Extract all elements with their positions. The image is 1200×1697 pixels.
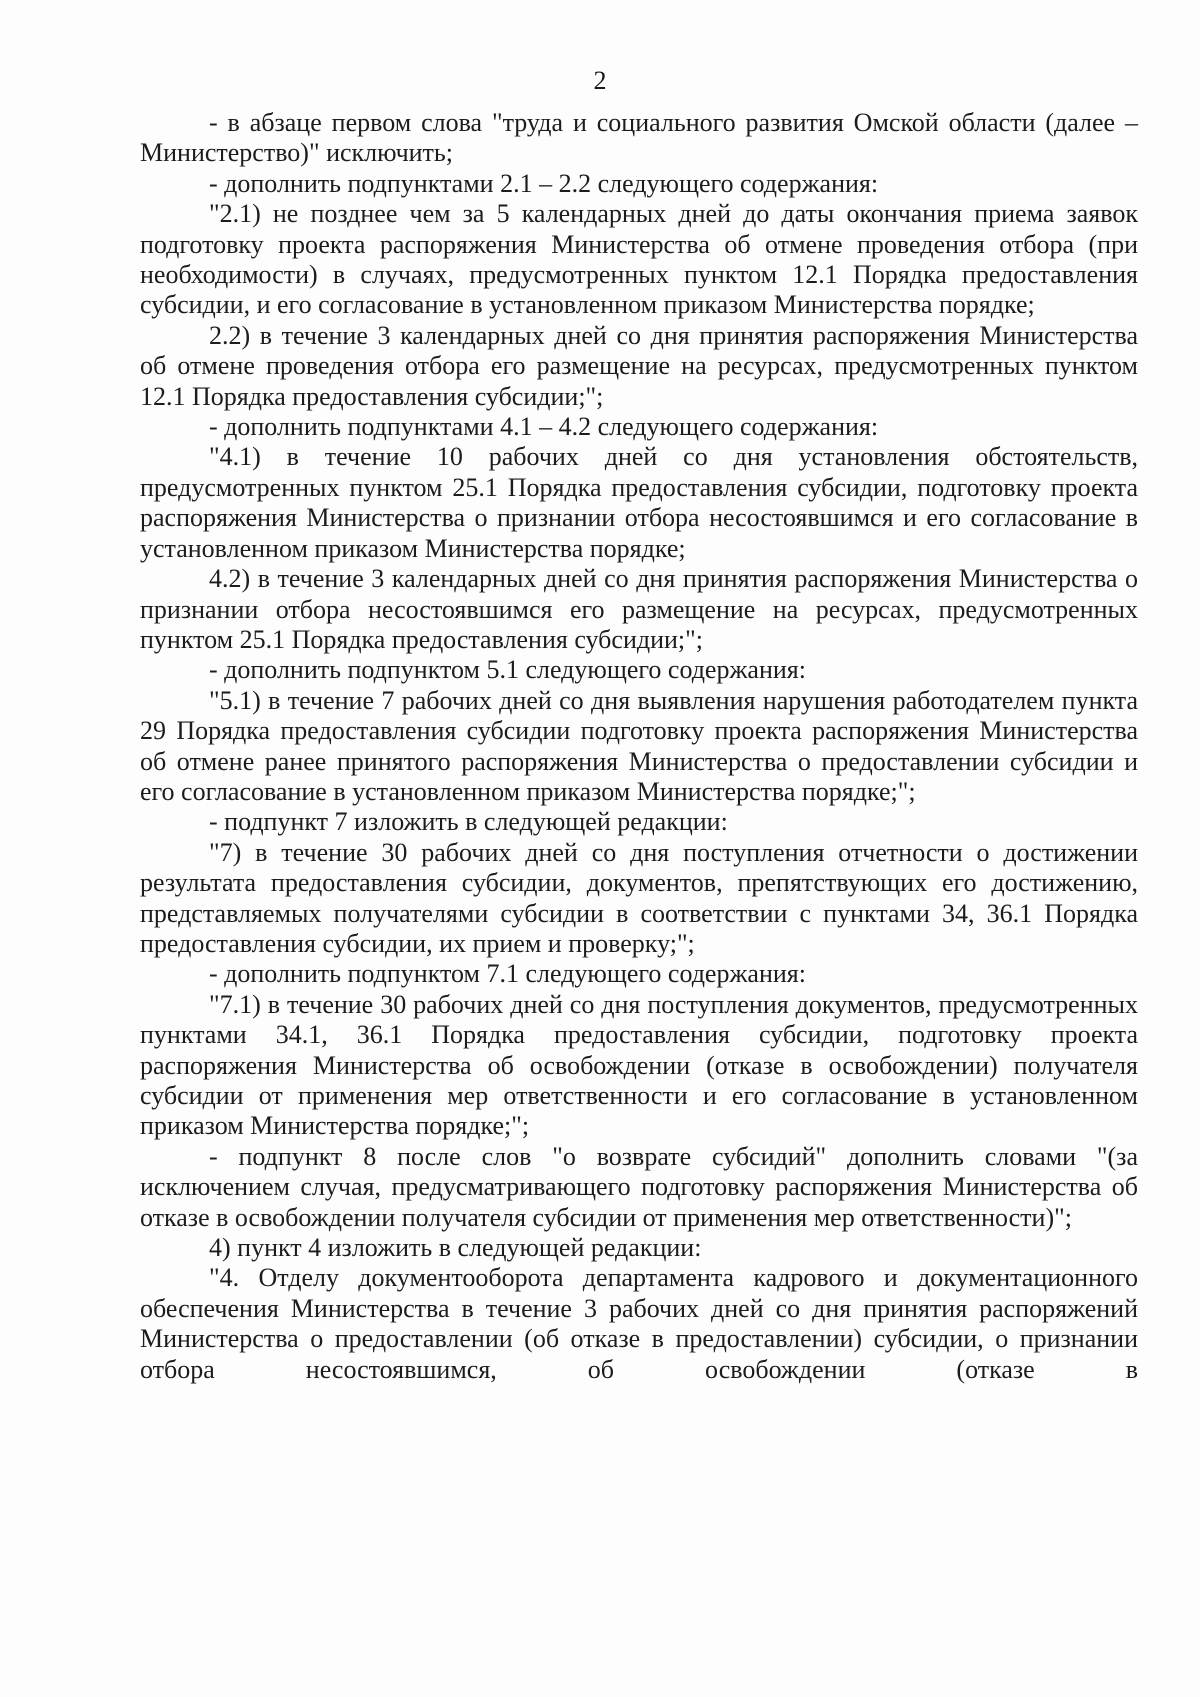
paragraph: "7.1) в течение 30 рабочих дней со дня поступления документов, предусмотренных пунктами 34.1, 36.1 Порядка предоставления субсидии, подготовку проекта распоряжения Министерства об освобождении (отказе в освобождении) получателя субсидии от применения мер ответственности и его согласование в установленном приказом Министерства порядке;";	[140, 989, 1138, 1141]
page-number: 2	[593, 66, 607, 95]
paragraph: - дополнить подпунктами 4.1 – 4.2 следующего содержания:	[209, 412, 879, 442]
paragraph: 4) пункт 4 изложить в следующей редакции:	[209, 1233, 702, 1263]
paragraph: "4.1) в течение 10 рабочих дней со дня установления обстоятельств, предусмотренных пунктом 25.1 Порядка предоставления субсидии, подготовку проекта распоряжения Министерства о признании отбора несостоявшимся и его согласование в установленном приказом Министерства порядке;	[140, 442, 1138, 563]
paragraph: "7) в течение 30 рабочих дней со дня поступления отчетности о достижении результата предоставления субсидии, документов, препятствующих его достижению, представляемых получателями субсидии в соответствии с пунктами 34, 36.1 Порядка предоставления субсидии, их прием и проверку;";	[140, 837, 1138, 958]
paragraph: - дополнить подпунктами 2.1 – 2.2 следующего содержания:	[209, 168, 879, 198]
paragraph: "4. Отделу документооборота департамента кадрового и документационного обеспечения Министерства в течение 3 рабочих дней со дня принятия распоряжений Министерства о предоставлении (об отказе в предоставлении) субсидии, о признании отбора несостоявшимся, об освобождении (отказе в	[140, 1263, 1138, 1384]
paragraph: "2.1) не позднее чем за 5 календарных дней до даты окончания приема заявок подготовку проекта распоряжения Министерства об отмене проведения отбора (при необходимости) в случаях, предусмотренных пунктом 12.1 Порядка предоставления субсидии, и его согласование в установленном приказом Министерства порядке;	[140, 199, 1138, 320]
paragraph: "5.1) в течение 7 рабочих дней со дня выявления нарушения работодателем пункта 29 Порядка предоставления субсидии подготовку проекта распоряжения Министерства об отмене ранее принятого распоряжения Министерства о предоставлении субсидии и его согласование в установленном приказом Министерства порядке;";	[140, 685, 1138, 806]
paragraph: 4.2) в течение 3 календарных дней со дня принятия распоряжения Министерства о признании отбора несостоявшимся его размещение на ресурсах, предусмотренных пунктом 25.1 Порядка предоставления субсидии;";	[140, 564, 1138, 654]
paragraph: - подпункт 8 после слов "о возврате субсидий" дополнить словами "(за исключением случая, предусматривающего подготовку распоряжения Министерства об отказе в освобождении получателя субсидии от применения мер ответственности)";	[140, 1141, 1138, 1232]
paragraph: - подпункт 7 изложить в следующей редакции:	[209, 807, 728, 837]
paragraph: - дополнить подпунктом 5.1 следующего содержания:	[209, 655, 806, 685]
paragraph: 2.2) в течение 3 календарных дней со дня принятия распоряжения Министерства об отмене проведения отбора его размещение на ресурсах, предусмотренных пунктом 12.1 Порядка предоставления субсидии;";	[140, 320, 1138, 411]
paragraph: - дополнить подпунктом 7.1 следующего содержания:	[209, 959, 806, 989]
paragraph: - в абзаце первом слова "труда и социального развития Омской области (далее – Министерство)" исключить;	[140, 108, 1138, 168]
document-body	[140, 108, 1138, 1385]
